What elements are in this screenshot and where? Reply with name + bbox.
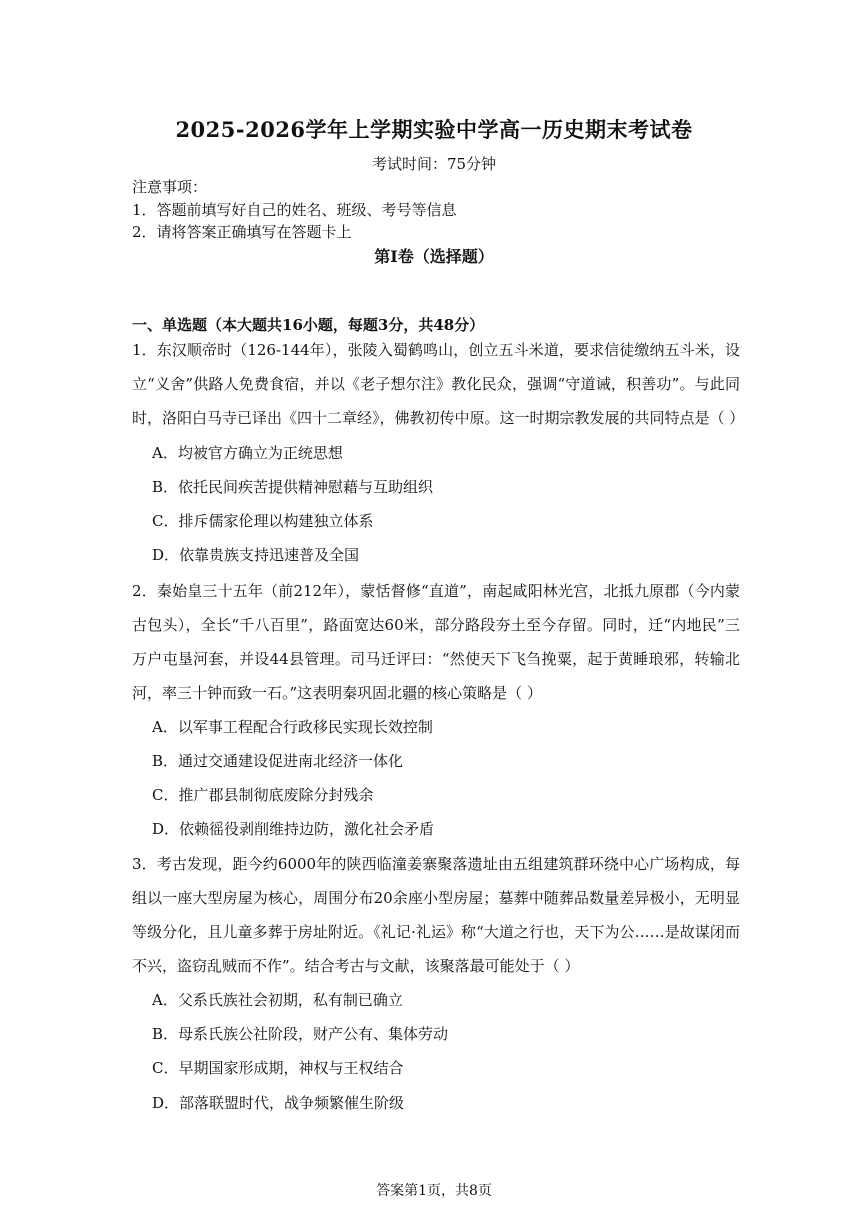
option-c: C．推广郡县制彻底废除分封残余 — [152, 786, 374, 804]
part-title: 一、单选题（本大题共16小题，每题3分，共48分） — [132, 316, 485, 334]
option-b: B．依托民间疾苦提供精神慰藉与互助组织 — [152, 478, 434, 496]
question-stem: 3．考古发现，距今约6000年的陕西临潼姜寨聚落遗址由五组建筑群环绕中心广场构成，每组以一座大型房屋为核心，周围分布20余座小型房屋；墓葬中随葬品数量差异极小，无明显等级分化，且儿童多葬于房址附近。《礼记·礼运》称“大道之行也，天下为公……是故谋闭而不兴，盗窃乱贼而不作”。结合考古与文献，该聚落最可能处于（ ） — [132, 855, 740, 975]
exam-time: 考试时间：75分钟 — [371, 155, 497, 173]
question-stem: 2．秦始皇三十五年（前212年），蒙恬督修“直道”，南起咸阳林光宫，北抵九原郡（今内蒙古包头），全长“千八百里”，路面宽达60米，部分路段夯土至今存留。同时，迁“内地民”三万户屯垦河套，并设44县管理。司马迁评曰：“然使天下飞刍挽粟，起于黄睡琅邪，转输北河，率三十钟而致一石。”这表明秦巩固北疆的核心策略是（ ） — [132, 582, 740, 702]
option-d: D．部落联盟时代，战争频繁催生阶级 — [152, 1094, 405, 1112]
option-d: D．依赖徭役剥削维持边防，激化社会矛盾 — [152, 820, 435, 838]
page-footer: 答案第1页，共8页 — [376, 1183, 492, 1199]
section-title: 第I卷（选择题） — [374, 247, 494, 266]
option-c: C．排斥儒家伦理以构建独立体系 — [152, 512, 374, 530]
exam-title: 2025-2026学年上学期实验中学高一历史期末考试卷 — [175, 117, 693, 142]
option-a: A．以军事工程配合行政移民实现长效控制 — [152, 718, 433, 736]
option-c: C．早期国家形成期，神权与王权结合 — [152, 1059, 404, 1077]
notice-heading: 注意事项： — [132, 178, 208, 196]
notice-item: 1．答题前填写好自己的姓名、班级、考号等信息 — [132, 201, 457, 219]
question-stem: 1．东汉顺帝时（126-144年），张陵入蜀鹤鸣山，创立五斗米道，要求信徒缴纳五斗米，设立“义舍”供路人免费食宿，并以《老子想尔注》教化民众，强调“守道诫，积善功”。与此同时，洛阳白马寺已译出《四十二章经》，佛教初传中原。这一时期宗教发展的共同特点是（ ） — [132, 341, 745, 427]
option-b: B．通过交通建设促进南北经济一体化 — [152, 752, 404, 770]
option-a: A．父系氏族社会初期，私有制已确立 — [152, 991, 403, 1009]
notice-item: 2．请将答案正确填写在答题卡上 — [132, 223, 352, 241]
option-d: D．依靠贵族支持迅速普及全国 — [152, 546, 360, 564]
option-b: B．母系氏族公社阶段，财产公有、集体劳动 — [152, 1025, 449, 1043]
option-a: A．均被官方确立为正统思想 — [152, 444, 343, 462]
